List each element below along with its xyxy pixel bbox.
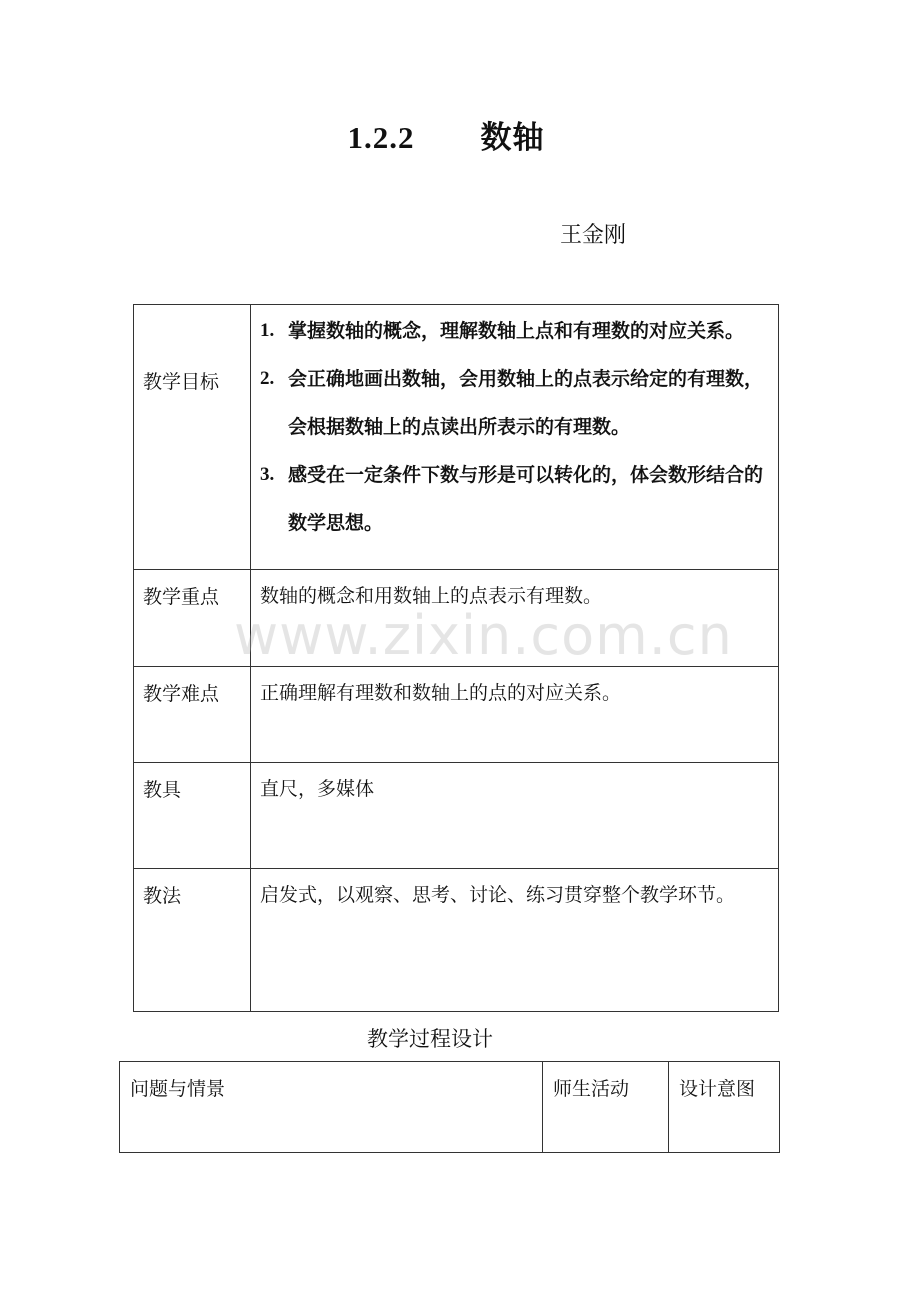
col-problem-scenario: 问题与情景: [120, 1062, 543, 1153]
process-header-row: [120, 1062, 780, 1153]
methods-row: [134, 869, 779, 1012]
key-points-label: 教学重点: [134, 570, 251, 667]
difficulties-row: [134, 667, 779, 763]
goals-content: [251, 305, 779, 570]
goal-text-3: 感受在一定条件下数与形是可以转化的，体会数形结合的数学思想。: [288, 464, 764, 534]
tools-content: [251, 763, 779, 869]
key-points-row: [134, 570, 779, 667]
goal-text-1: 掌握数轴的概念，理解数轴上点和有理数的对应关系。: [288, 320, 745, 342]
tools-row: [134, 763, 779, 869]
tools-text: 直尺，多媒体: [260, 778, 375, 800]
col-teacher-student-activity: 师生活动: [543, 1062, 669, 1153]
goals-label: 教学目标: [134, 305, 251, 570]
goals-list: [260, 307, 778, 547]
key-points-text: 数轴的概念和用数轴上的点表示有理数。: [260, 585, 603, 607]
difficulties-content: [251, 667, 779, 763]
goal-item-1: [260, 307, 778, 355]
goal-item-2: [260, 355, 778, 451]
difficulties-text: 正确理解有理数和数轴上的点的对应关系。: [260, 682, 622, 704]
methods-text: 启发式，以观察、思考、讨论、练习贯穿整个教学环节。: [260, 884, 736, 906]
tools-label: 教具: [134, 763, 251, 869]
author-name: 王金刚: [560, 223, 627, 248]
goal-index-3: 3.: [260, 464, 275, 485]
methods-content: [251, 869, 779, 1012]
page-title: [0, 112, 892, 157]
goals-row: [134, 305, 779, 570]
goal-item-3: [260, 451, 778, 547]
watermark: www.zixin.com.cn: [234, 604, 733, 667]
methods-label: 教法: [134, 869, 251, 1012]
process-title: 教学过程设计: [367, 1027, 493, 1051]
col-design-intent: 设计意图: [669, 1062, 780, 1153]
process-table: [119, 1061, 780, 1153]
title-text: 数轴: [480, 120, 545, 156]
title-number: 1.2.2: [347, 120, 415, 155]
key-points-content: [251, 570, 779, 667]
goal-index-2: 2.: [260, 368, 275, 389]
lesson-info-table: [133, 304, 779, 1012]
goal-index-1: 1.: [260, 320, 275, 341]
difficulties-label: 教学难点: [134, 667, 251, 763]
goal-text-2: 会正确地画出数轴，会用数轴上的点表示给定的有理数，会根据数轴上的点读出所表示的有理数。: [288, 368, 764, 438]
